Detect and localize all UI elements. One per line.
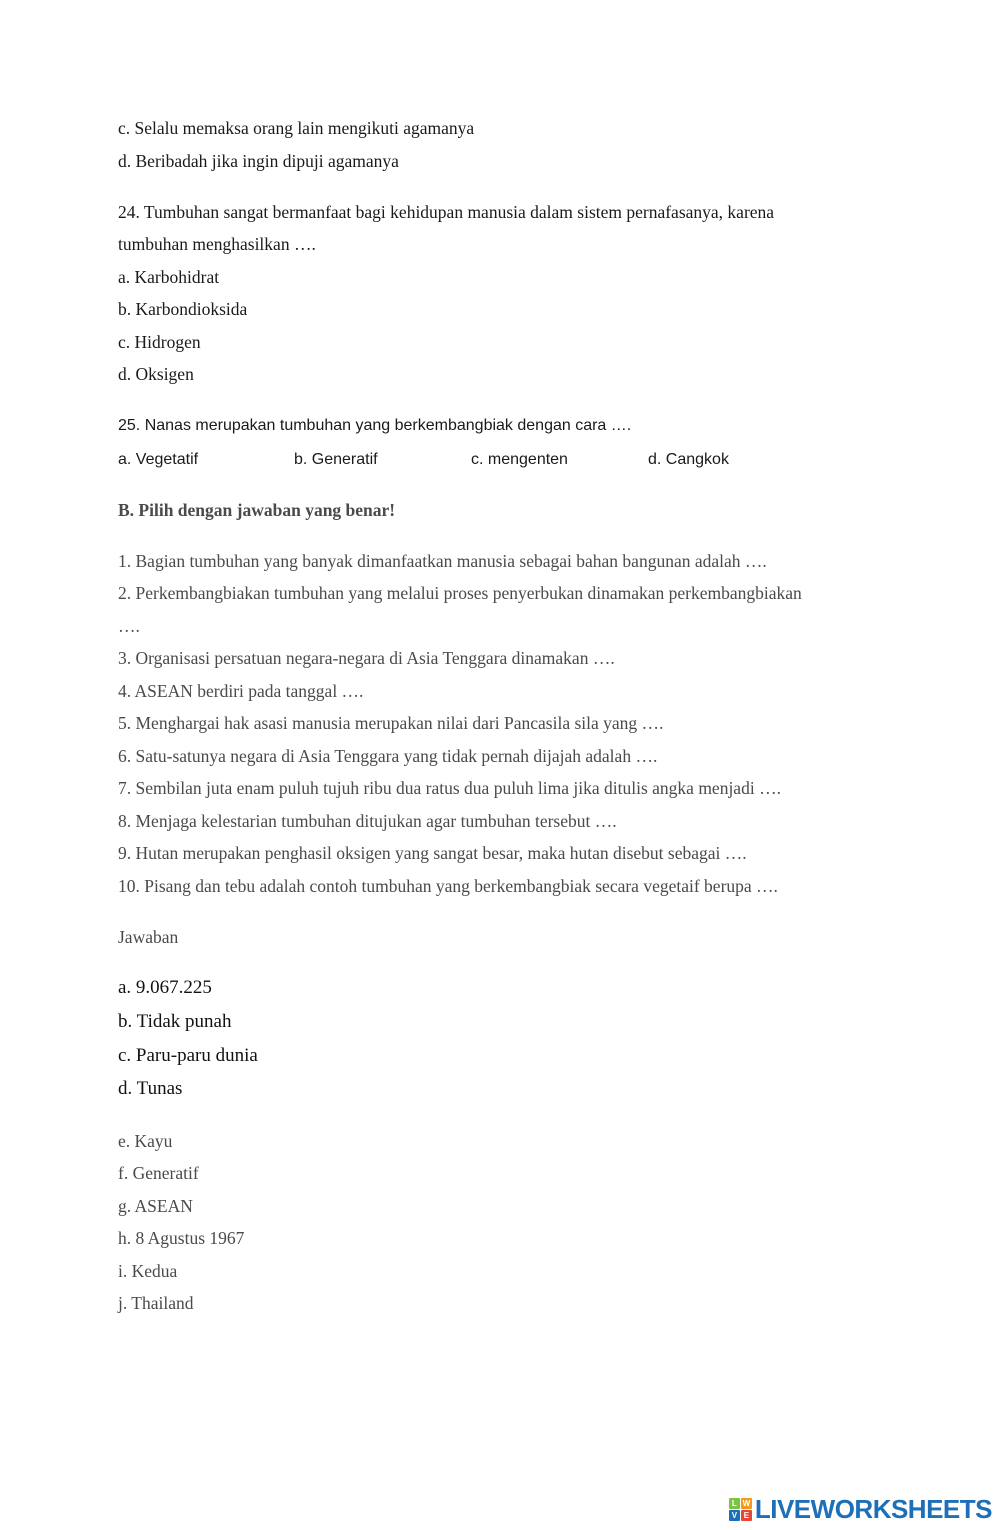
q24-option-b: b. Karbondioksida <box>118 299 248 319</box>
answer-option: j. Thailand <box>118 1293 194 1313</box>
section-b-item: 6. Satu-satunya negara di Asia Tenggara yang tidak pernah dijajah adalah …. <box>118 746 658 766</box>
section-b-item: 10. Pisang dan tebu adalah contoh tumbuhan yang berkembangbiak secara vegetaif berupa …. <box>118 876 778 896</box>
section-b-heading: B. Pilih dengan jawaban yang benar! <box>118 500 396 520</box>
logo-icon-tile: E <box>741 1510 752 1521</box>
q24-option-c: c. Hidrogen <box>118 332 201 352</box>
q23-option-c: c. Selalu memaksa orang lain mengikuti agamanya <box>118 118 475 138</box>
logo-icon-tile: V <box>729 1510 740 1521</box>
answer-option: d. Tunas <box>118 1078 183 1099</box>
answer-option: e. Kayu <box>118 1131 173 1151</box>
answer-option: b. Tidak punah <box>118 1011 232 1032</box>
answer-option: c. Paru-paru dunia <box>118 1045 258 1066</box>
answer-option: f. Generatif <box>118 1163 199 1183</box>
section-b-item: 7. Sembilan juta enam puluh tujuh ribu dua ratus dua puluh lima jika ditulis angka menjadi …. <box>118 778 781 798</box>
q25-option-a: a. Vegetatif <box>118 451 199 468</box>
answer-option: i. Kedua <box>118 1261 178 1281</box>
q25-option-d: d. Cangkok <box>648 451 729 468</box>
section-b-item-continuation: …. <box>118 616 140 636</box>
q24-option-d: d. Oksigen <box>118 364 194 384</box>
answer-option: h. 8 Agustus 1967 <box>118 1228 245 1248</box>
section-b-item: 2. Perkembangbiakan tumbuhan yang melalui proses penyerbukan dinamakan perkembangbiakan <box>118 583 802 603</box>
q25-option-c: c. mengenten <box>471 451 568 468</box>
liveworksheets-logo[interactable] <box>729 1492 992 1526</box>
q23-option-d: d. Beribadah jika ingin dipuji agamanya <box>118 151 399 171</box>
section-b-item: 4. ASEAN berdiri pada tanggal …. <box>118 681 364 701</box>
logo-icon-tile: W <box>742 1498 751 1508</box>
q25-option-b: b. Generatif <box>294 451 378 468</box>
section-b-item: 1. Bagian tumbuhan yang banyak dimanfaatkan manusia sebagai bahan bangunan adalah …. <box>118 551 767 571</box>
section-b-item: 9. Hutan merupakan penghasil oksigen yang sangat besar, maka hutan disebut sebagai …. <box>118 843 747 863</box>
q25-question: 25. Nanas merupakan tumbuhan yang berkembangbiak dengan cara …. <box>118 417 632 434</box>
liveworksheets-logo-text: LIVEWORKSHEETS <box>754 1493 992 1524</box>
answers-label: Jawaban <box>118 927 179 947</box>
section-b-item: 5. Menghargai hak asasi manusia merupakan nilai dari Pancasila sila yang …. <box>118 713 664 733</box>
section-b-item: 8. Menjaga kelestarian tumbuhan ditujukan agar tumbuhan tersebut …. <box>118 811 617 831</box>
q24-question-line2: tumbuhan menghasilkan …. <box>118 234 316 254</box>
answer-option: a. 9.067.225 <box>118 977 212 998</box>
q24-option-a: a. Karbohidrat <box>118 267 220 287</box>
logo-icon-tile: L <box>729 1498 740 1509</box>
liveworksheets-logo-icon <box>729 1498 752 1521</box>
answer-option: g. ASEAN <box>118 1196 193 1216</box>
section-b-item: 3. Organisasi persatuan negara-negara di Asia Tenggara dinamakan …. <box>118 648 615 668</box>
q24-question-line1: 24. Tumbuhan sangat bermanfaat bagi kehidupan manusia dalam sistem pernafasanya, karena <box>118 202 775 222</box>
